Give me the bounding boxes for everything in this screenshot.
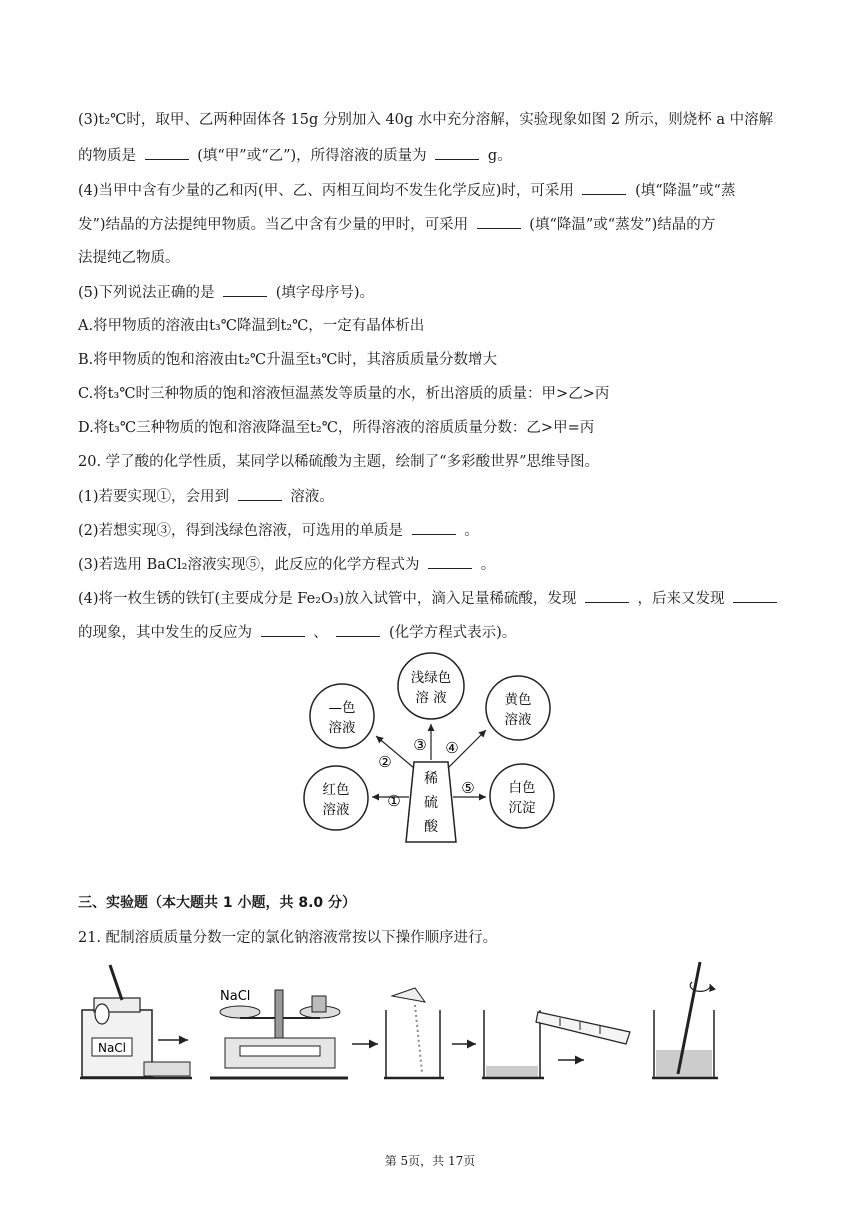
text: (填字母序号)。: [275, 285, 375, 301]
text: (5)下列说法正确的是: [78, 285, 215, 301]
answer-blank[interactable]: [261, 622, 305, 637]
answer-blank[interactable]: [585, 588, 629, 603]
q21-stem: 21. 配制溶质质量分数一定的氯化钠溶液常按以下操作顺序进行。: [78, 930, 498, 946]
q19-part3-line2: [78, 145, 788, 166]
text: 。: [480, 557, 496, 573]
q20-part4-line1: [78, 588, 788, 609]
text: 发”)结晶的方法提纯甲物质。当乙中含有少量的甲时，可采用: [78, 217, 469, 233]
circle-ur-label-1: 黄色: [504, 692, 532, 708]
option-d: D.将t₃℃三种物质的饱和溶液降温至t₂℃，所得溶液的溶质质量分数：乙>甲=丙: [78, 420, 595, 436]
answer-blank[interactable]: [412, 520, 456, 535]
answer-blank[interactable]: [582, 180, 626, 195]
q19-part4-line1: [78, 180, 788, 201]
q19-part3-line1: (3)t₂℃时，取甲、乙两种固体各 15g 分别加入 40g 水中充分溶解，实验现象如图 2 所示，则烧杯 a 中溶解: [78, 112, 774, 128]
option-c: C.将t₃℃时三种物质的饱和溶液恒温蒸发等质量的水，析出溶质的质量：甲>乙>丙: [78, 386, 610, 402]
q20-part3: [78, 554, 788, 575]
q19-part4-line2: [78, 214, 788, 235]
answer-blank[interactable]: [477, 214, 521, 229]
answer-blank[interactable]: [145, 145, 189, 160]
answer-blank[interactable]: [733, 588, 777, 603]
text: (1)若要实现①，会用到: [78, 489, 230, 505]
text: (填“降温”或“蒸发”)结晶的方: [529, 217, 716, 233]
option-a: A.将甲物质的溶液由t₃℃降温到t₂℃，一定有晶体析出: [78, 318, 425, 334]
q20-part4-line2: [78, 622, 788, 643]
balance-scale: [210, 989, 348, 1078]
circle-right: [490, 764, 554, 828]
beaker-with-cylinder: [482, 1010, 630, 1078]
answer-blank[interactable]: [238, 486, 282, 501]
answer-blank[interactable]: [223, 282, 267, 297]
balance-label: NaCl: [220, 989, 251, 1004]
text: 、: [313, 625, 328, 641]
reagent-jar: [80, 965, 192, 1078]
text: 。: [464, 523, 479, 539]
text: 的现象，其中发生的反应为: [78, 625, 252, 641]
circle-top-label-1: 浅绿色: [410, 670, 452, 686]
circle-left-label-2: 溶液: [322, 802, 350, 818]
answer-blank[interactable]: [336, 622, 380, 637]
text: g。: [487, 148, 512, 164]
number-2: ②: [378, 753, 392, 771]
circle-top: [398, 653, 464, 719]
circle-right-label-2: 沉淀: [508, 800, 536, 816]
text: (4)将一枚生锈的铁钉(主要成分是 Fe₂O₃)放入试管中，滴入足量稀硫酸，发现: [78, 591, 577, 607]
text: (填“降温”或“蒸: [635, 183, 736, 199]
q20-stem: 20. 学了酸的化学性质，某同学以稀硫酸为主题，绘制了“多彩酸世界”思维导图。: [78, 454, 599, 470]
number-4: ④: [445, 739, 459, 757]
circle-top-label-2: 溶 液: [415, 690, 447, 706]
text: (填“甲”或“乙”)，所得溶液的质量为: [197, 148, 427, 164]
number-5: ⑤: [461, 779, 475, 797]
text: (2)若想实现③，得到浅绿色溶液，可选用的单质是: [78, 523, 404, 539]
q20-part2: [78, 520, 788, 541]
q19-part5: [78, 282, 788, 303]
center-label-1: 稀: [424, 771, 438, 787]
circle-left: [304, 766, 368, 830]
q19-part4-line3: 法提纯乙物质。: [78, 250, 180, 266]
beaker-stirring: [652, 962, 718, 1078]
text: ，后来又发现: [637, 591, 725, 607]
page-footer: 第 5页，共 17页: [384, 1154, 476, 1168]
text: 溶液。: [290, 489, 334, 505]
q20-part1: [78, 486, 788, 507]
jar-label: NaCl: [97, 1041, 127, 1055]
text: (化学方程式表示)。: [388, 625, 517, 641]
option-b: B.将甲物质的饱和溶液由t₂℃升温至t₃℃时，其溶质质量分数增大: [78, 352, 497, 368]
circle-right-label-1: 白色: [508, 780, 536, 796]
text: 的物质是: [78, 148, 136, 164]
number-3: ③: [413, 736, 427, 754]
text: (3)若选用 BaCl₂溶液实现⑤，此反应的化学方程式为: [78, 557, 420, 573]
circle-upper-left: [310, 684, 374, 748]
center-label-3: 酸: [424, 819, 438, 835]
text: (4)当甲中含有少量的乙和丙(甲、乙、丙相互间均不发生化学反应)时，可采用: [78, 183, 574, 199]
acid-mind-map: [290, 650, 570, 850]
answer-blank[interactable]: [428, 554, 472, 569]
beaker-pouring: [384, 988, 444, 1078]
circle-left-label-1: 红色: [322, 782, 350, 798]
center-label-2: 硫: [424, 795, 438, 811]
answer-blank[interactable]: [435, 145, 479, 160]
circle-ul-label-2: 溶液: [328, 720, 356, 736]
circle-ul-label-1: —色: [328, 700, 356, 716]
section-heading: 三、实验题（本大题共 1 小题，共 8.0 分）: [78, 895, 357, 911]
lab-procedure-figure: [70, 960, 730, 1085]
circle-upper-right: [486, 676, 550, 740]
number-1: ①: [387, 792, 401, 810]
circle-ur-label-2: 溶液: [504, 712, 532, 728]
